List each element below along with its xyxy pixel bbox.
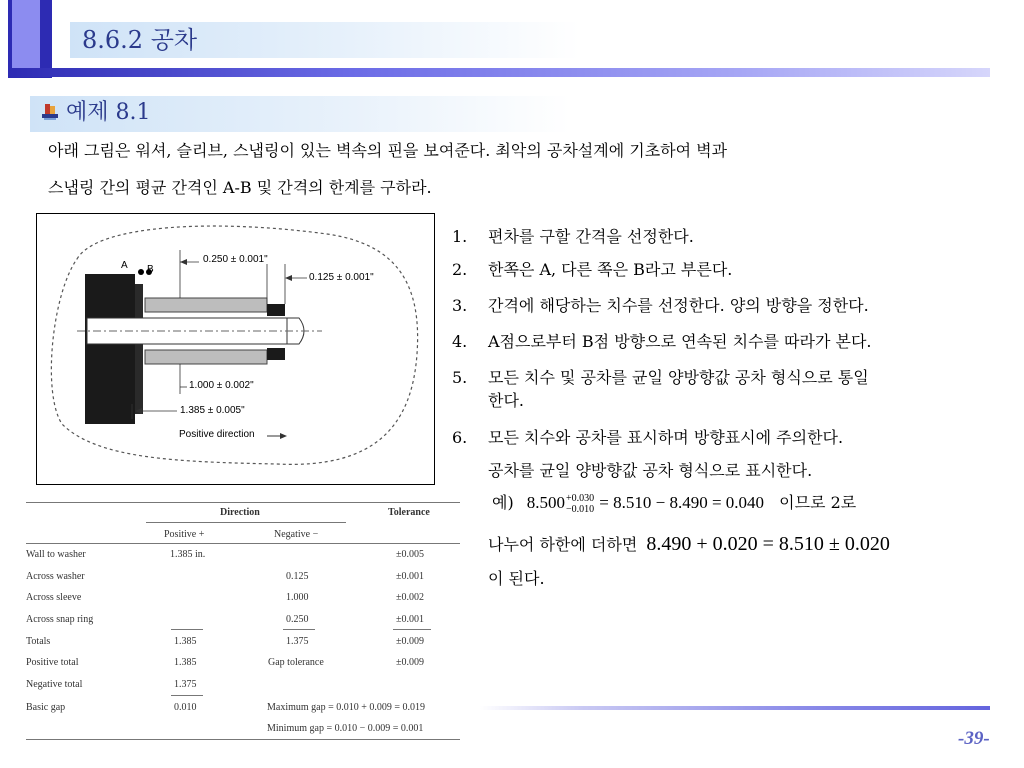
step-2: 2. 한쪽은 A, 다른 쪽은 B라고 부른다. [452,260,733,279]
example-calc-line-1: 예) 8.500 +0.030 −0.010 = 8.510 − 8.490 = 0.040 이므로 2로 [492,492,857,515]
sleeve-bottom [145,350,267,364]
dim-mid: 1.000 ± 0.002" [189,380,254,391]
bullet-icon [40,102,60,122]
dim-top: 0.250 ± 0.001" [203,254,268,265]
point-a [138,269,144,275]
step-3: 3. 간격에 해당하는 치수를 선정한다. 양의 방향을 정한다. [452,296,869,315]
header-positive: Positive + [164,529,205,540]
direction-label: Positive direction [179,429,255,440]
min-gap: Minimum gap = 0.010 − 0.009 = 0.001 [267,723,424,734]
header-tolerance: Tolerance [388,507,430,518]
washer [135,284,143,414]
label-a: A [121,260,128,271]
header-divider [8,68,990,77]
header-direction: Direction [220,507,260,518]
step-6: 6. 모든 치수와 공차를 표시하며 방향표시에 주의한다. [452,428,844,447]
page-number: -39- [958,728,990,749]
dim-bottom: 1.385 ± 0.005" [180,405,245,416]
tolerance-table: Direction Tolerance Positive + Negative − Wall to washer 1.385 in. ±0.005 Across washer 0.125 ±0.001 Across sleeve 1.000 ±0.002 Across snap ring 0.250 ±0.001 Totals 1.385 1.375 ±0.009 Positive total 1.385 Gap tolerance ±0.009 Negative total 1.375 Basic gap 0.010 Maximum gap = 0.010 + 0.009 = 0.019 Minimum gap = 0.010 − 0.009 = 0.001 [26,500,460,740]
header-decoration-inner [12,0,40,70]
example-calc-line-3: 이 된다. [488,569,545,588]
step-1: 1. 편차를 구할 간격을 선정한다. [452,227,694,246]
snap-ring-top [267,304,285,316]
example-calc-line-2: 나누어 하한에 더하면 8.490 + 0.020 = 8.510 ± 0.020 [488,533,890,555]
intro-line-1: 아래 그림은 워셔, 슬리브, 스냅링이 있는 벽속의 핀을 보여준다. 최악의 공차설계에 기초하여 벽과 [48,141,728,160]
pin-assembly-figure [36,213,435,485]
step-5: 5. 모든 치수 및 공차를 균일 양방향값 공차 형식으로 통일 [452,368,869,387]
dim-right: 0.125 ± 0.001" [309,272,374,283]
intro-line-2: 스냅링 간의 평균 간격인 A-B 및 간격의 한계를 구하라. [48,178,432,197]
label-b: B [147,264,154,275]
header-negative: Negative − [274,529,319,540]
snap-ring-bottom [267,348,285,360]
step-5-cont: 한다. [488,391,524,410]
sleeve-top [145,298,267,312]
footer-divider [480,706,990,710]
wall-block [85,274,135,424]
step-4: 4. A점으로부터 B점 방향으로 연속된 치수를 따라가 본다. [452,332,872,351]
example-title: 예제 8.1 [66,100,151,125]
section-title: 8.6.2 공차 [82,26,198,54]
step-6-cont: 공차를 균일 양방향값 공차 형식으로 표시한다. [488,461,813,480]
